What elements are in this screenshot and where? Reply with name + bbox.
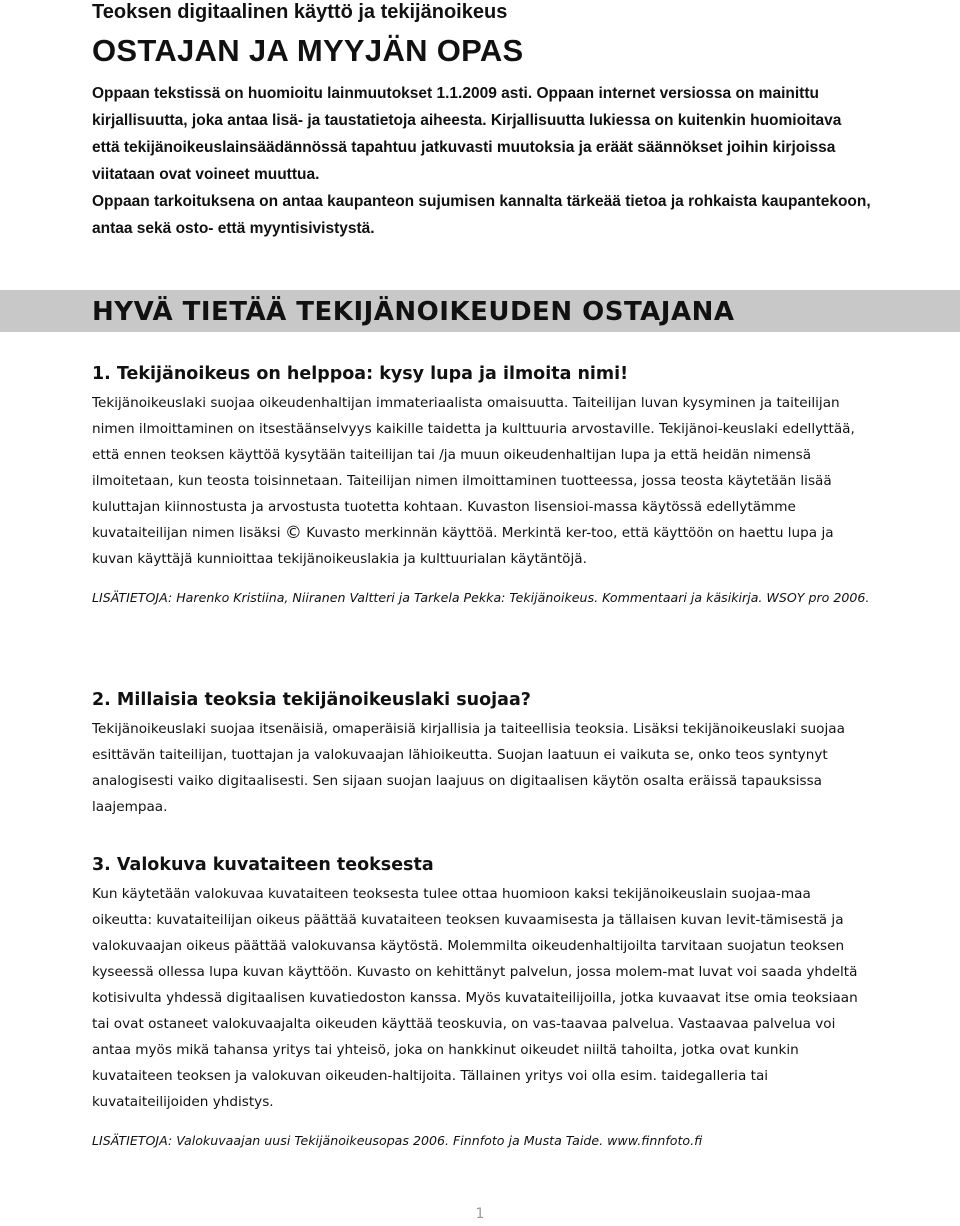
section-reference: LISÄTIETOJA: Valokuvaajan uusi Tekijänoikeusopas 2006. Finnfoto ja Musta Taide. www.finnfoto.fi	[92, 1133, 703, 1148]
section-heading: 2. Millaisia teoksia tekijänoikeuslaki suojaa?	[92, 690, 531, 710]
body-text: Tekijänoikeuslaki suojaa oikeudenhaltijan immateriaalista omaisuutta. Taiteilijan luvan kysyminen ja taiteilijan nimen ilmoittaminen on itsestäänselvyys kaikille taidetta ja kulttuuria arvostaville. Tekijänoi-keuslaki edellyttää, että ennen teoksen käyttöä kysytään taiteilijan tai /ja muun oikeudenhaltijan lupa ja että heidän nimensä ilmoitetaan, kun teosta toisinnetaan. Taiteilijan nimen ilmoittaminen tuotteessa, jossa teosta käytetään lisää kuluttajan kiinnostusta ja arvostusta tuotetta kohtaan. Kuvaston lisensioi-massa käytössä edellytämme kuvataiteilijan nimen lisäksi	[92, 395, 855, 541]
intro-paragraph: Oppaan tarkoituksena on antaa kaupanteon sujumisen kannalta tärkeää tietoa ja rohkaista kaupantekoon, antaa sekä osto- että myyntisivistystä.	[92, 193, 871, 237]
section-body	[92, 390, 872, 572]
intro	[92, 80, 872, 242]
copyright-symbol: ©	[284, 523, 302, 543]
section-3	[92, 853, 872, 1153]
page-number: 1	[475, 1206, 485, 1222]
section-heading: 3. Valokuva kuvataiteen teoksesta	[92, 855, 434, 875]
section-2	[92, 688, 872, 820]
section-body: Tekijänoikeuslaki suojaa itsenäisiä, omaperäisiä kirjallisia ja taiteellisia teoksia. Lisäksi tekijänoikeuslaki suojaa esittävän taiteilijan, tuottajan ja valokuvaajan lähioikeutta. Suojan laatuun ei vaikuta se, onko teos syntynyt analogisesti vaiko digitaalisesti. Sen sijaan suojan laajuus on digitaalisen käytön osalta eräissä tapauksissa laajempaa.	[92, 721, 845, 815]
document-title: OSTAJAN JA MYYJÄN OPAS	[92, 33, 524, 68]
section-body: Kun käytetään valokuvaa kuvataiteen teoksesta tulee ottaa huomioon kaksi tekijänoikeuslain suojaa-maa oikeutta: kuvataiteilijan oikeus päättää kuvataiteen teoksen kuvaamisesta ja tällaisen kuvan levit-tämisestä ja valokuvaajan oikeus päättää valokuvansa käytöstä. Molemmilta oikeudenhaltijoilta tarvitaan suojatun teoksen kyseessä ollessa lupa kuvan käyttöön. Kuvasto on kehittänyt palvelun, jossa molem-mat luvat voi saada yhdeltä kotisivulta yhdessä digitaalisen kuvatiedoston kanssa. Myös kuvataiteilijoilla, jotka kuvaavat itse omia teoksiaan tai ovat ostaneet valokuvaajalta oikeuden käyttää teoskuvia, on vas-taavaa palvelua. Vastaavaa palvelua voi antaa myös mikä tahansa yritys tai yhteisö, joka on hankkinut oikeudet niiltä tahoilta, jotka ovat kunkin kuvataiteen teoksen ja valokuvan oikeuden-haltijoita. Tällainen yritys voi olla esim. taidegalleria tai kuvataiteilijoiden yhdistys.	[92, 886, 858, 1110]
intro-paragraph: Oppaan tekstissä on huomioitu lainmuutokset 1.1.2009 asti. Oppaan internet versiossa on mainittu kirjallisuutta, joka antaa lisä- ja taustatietoja aiheesta. Kirjallisuutta lukiessa on kuitenkin huomioitava että tekijänoikeuslainsäädännössä tapahtuu jatkuvasti muutoksia ja eräät säännökset joihin kirjoissa viitataan ovat voineet muuttua.	[92, 85, 842, 183]
band-title: HYVÄ TIETÄÄ TEKIJÄNOIKEUDEN OSTAJANA	[92, 297, 735, 327]
document-kicker: Teoksen digitaalinen käyttö ja tekijänoikeus	[92, 1, 508, 23]
section-reference: LISÄTIETOJA: Harenko Kristiina, Niiranen Valtteri ja Tarkela Pekka: Tekijänoikeus. Kommentaari ja käsikirja. WSOY pro 2006.	[92, 590, 870, 605]
section-heading: 1. Tekijänoikeus on helppoa: kysy lupa ja ilmoita nimi!	[92, 364, 629, 384]
section-1	[92, 362, 872, 610]
body-text: Kuvasto merkinnän käyttöä. Merkintä ker-too, että käyttöön on haettu lupa ja kuvan käyttäjä kunnioittaa tekijänoikeuslakia ja kulttuurialan käytäntöjä.	[92, 525, 834, 567]
